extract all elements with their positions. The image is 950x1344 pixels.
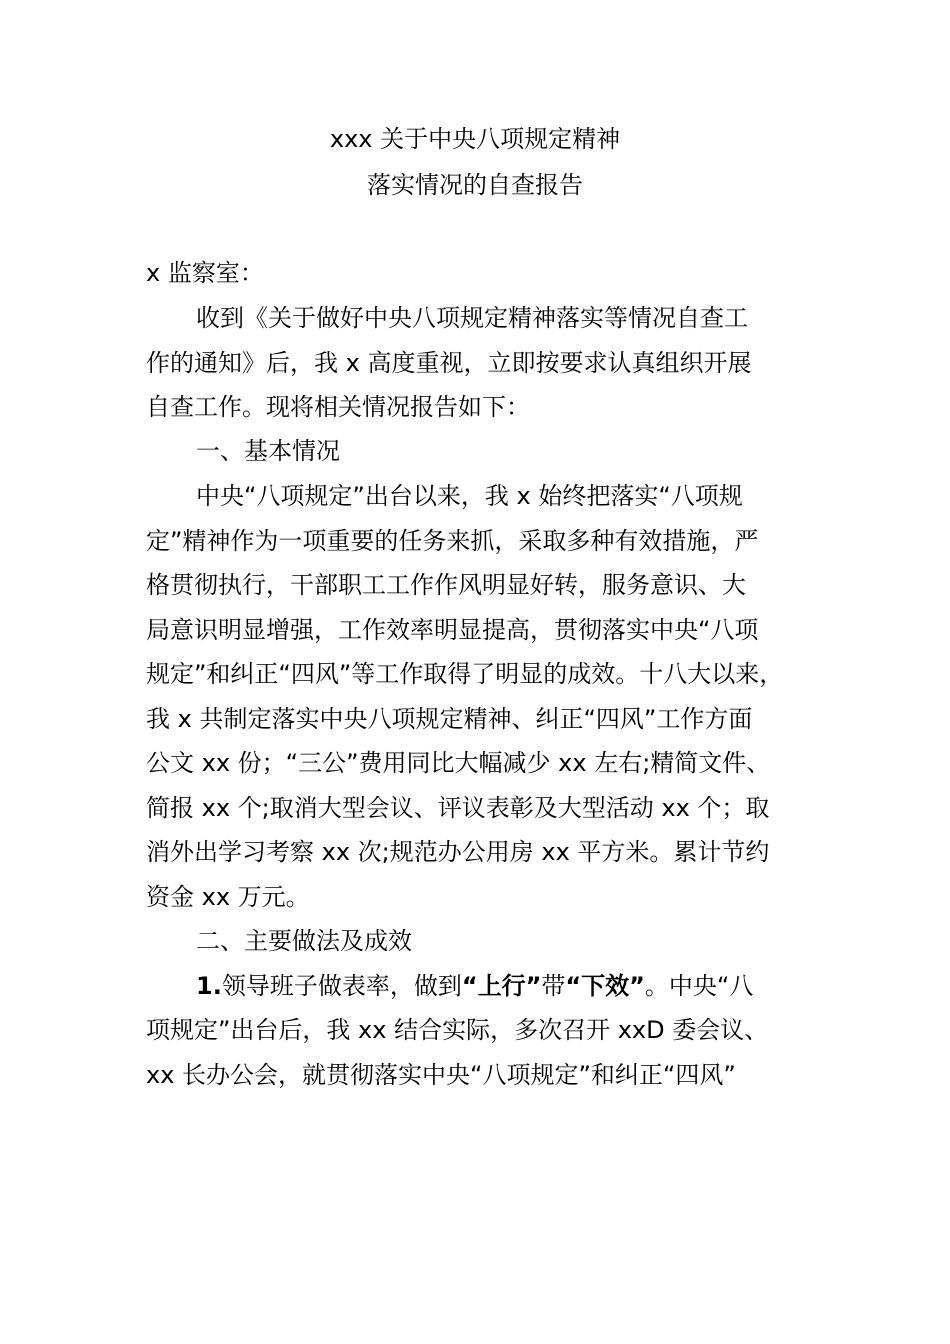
document-title-line-1: xxx 关于中央八项规定精神: [329, 125, 621, 153]
item-1-text-b: 带: [541, 972, 566, 1000]
intro-line: 收到《关于做好中央八项规定精神落实等情况自查工: [196, 304, 748, 332]
section-1-line: 定”精神作为一项重要的任务来抓，采取多种有效措施，严: [146, 527, 759, 555]
section-1-line: 规定”和纠正“四风”等工作取得了明显的成效。十八大以来，: [146, 660, 784, 688]
section-1-line: 简报 xx 个;取消大型会议、评议表彰及大型活动 xx 个；取: [146, 794, 770, 822]
item-1-text-c: 。中央“八: [644, 972, 754, 1000]
section-1-heading: 一、基本情况: [196, 437, 340, 465]
section-1-line: 局意识明显增强，工作效率明显提高，贯彻落实中央“八项: [146, 616, 759, 644]
section-1-line: 我 x 共制定落实中央八项规定精神、纠正“四风”工作方面: [146, 705, 753, 733]
section-1-line: 资金 xx 万元。: [146, 883, 310, 911]
item-1-line: 项规定”出台后，我 xx 结合实际，多次召开 xxD 委会议、: [146, 1016, 769, 1044]
section-1-line: 格贯彻执行，干部职工工作作风明显好转，服务意识、大: [146, 571, 746, 599]
item-1-line: xx 长办公会，就贯彻落实中央“八项规定”和纠正“四风”: [146, 1061, 736, 1089]
salutation: x 监察室：: [146, 259, 264, 287]
item-1-first-line: [196, 971, 753, 1001]
item-1-quote-a: “上行”: [461, 972, 542, 1000]
item-1-quote-b: “下效”: [565, 972, 645, 1000]
section-1-line: 中央“八项规定”出台以来，我 x 始终把落实“八项规: [196, 482, 743, 510]
section-2-heading: 二、主要做法及成效: [196, 927, 412, 955]
item-1-number: 1.: [196, 972, 222, 1000]
document-title-line-2: 落实情况的自查报告: [367, 171, 583, 199]
section-1-line: 公文 xx 份；“三公”费用同比大幅减少 xx 左右;精简文件、: [146, 749, 771, 777]
intro-line: 自查工作。现将相关情况报告如下：: [146, 393, 530, 421]
intro-line: 作的通知》后，我 x 高度重视，立即按要求认真组织开展: [146, 349, 752, 377]
item-1-text-a: 领导班子做表率，做到: [221, 972, 462, 1000]
section-1-line: 消外出学习考察 xx 次;规范办公用房 xx 平方米。累计节约: [146, 838, 770, 866]
